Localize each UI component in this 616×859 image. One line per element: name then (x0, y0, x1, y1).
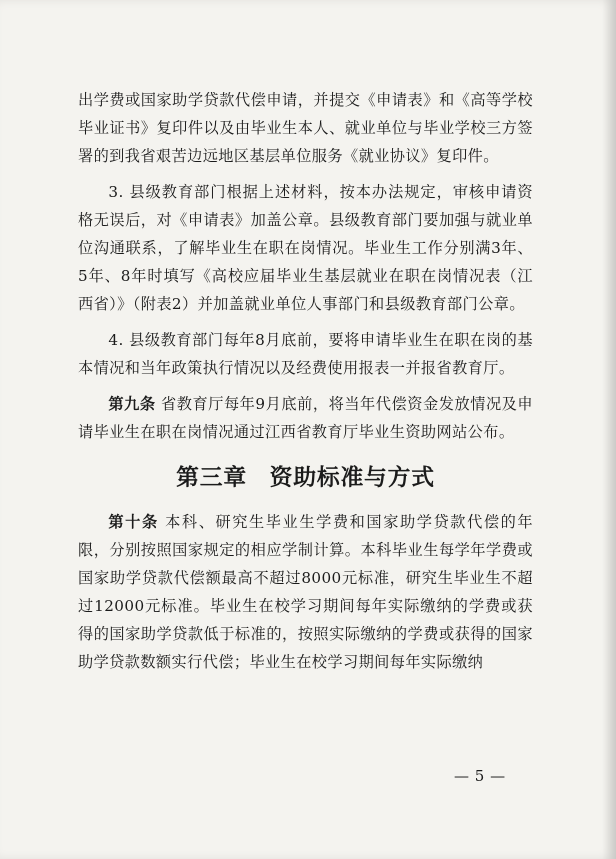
article-label: 第九条 (108, 395, 156, 413)
chapter-heading (78, 464, 533, 492)
article-text: 省教育厅每年9月底前，将当年代偿资金发放情况及申请毕业生在职在岗情况通过江西省教育厅毕业生资助网站公布。 (78, 395, 534, 441)
paragraph-gap (78, 382, 533, 390)
chapter-title: 资助标准与方式 (269, 465, 435, 491)
paragraph-2: 3. 县级教育部门根据上述材料，按本办法规定，审核申请资格无误后，对《申请表》加盖公章。县级教育部门要加强与就业单位沟通联系，了解毕业生在职在岗情况。毕业生工作分别满3年、5年、8年时填写《高校应届毕业生基层就业在职在岗情况表（江西省）》（附表2）并加盖就业单位人事部门和县级教育部门公章。 (78, 183, 533, 313)
paragraph-gap (78, 170, 533, 178)
paragraph-5 (78, 508, 533, 676)
paragraph-4 (78, 390, 533, 446)
paragraph-1: 出学费或国家助学贷款代偿申请，并提交《申请表》和《高等学校毕业证书》复印件以及由毕业生本人、就业单位与毕业学校三方签署的到我省艰苦边远地区基层单位服务《就业协议》复印件。 (78, 91, 533, 165)
paragraph-gap (78, 318, 533, 326)
article-label: 第十条 (108, 513, 159, 531)
paragraph-3: 4. 县级教育部门每年8月底前，要将申请毕业生在职在岗的基本情况和当年政策执行情况以及经费使用报表一并报省教育厅。 (78, 331, 533, 377)
article-text: 本科、研究生毕业生学费和国家助学贷款代偿的年限，分别按照国家规定的相应学制计算。本科毕业生每学年学费或国家助学贷款代偿额最高不超过8000元标准，研究生毕业生不超过12000元标准。毕业生在校学习期间每年实际缴纳的学费或获得的国家助学贷款低于标准的，按照实际缴纳的学费或获得的国家助学贷款数额实行代偿；毕业生在校学习期间每年实际缴纳 (78, 513, 533, 671)
document-body (78, 86, 533, 676)
page-edge-shadow (602, 0, 616, 859)
chapter-number: 第三章 (176, 465, 247, 491)
page-number: — 5 — (454, 767, 506, 785)
